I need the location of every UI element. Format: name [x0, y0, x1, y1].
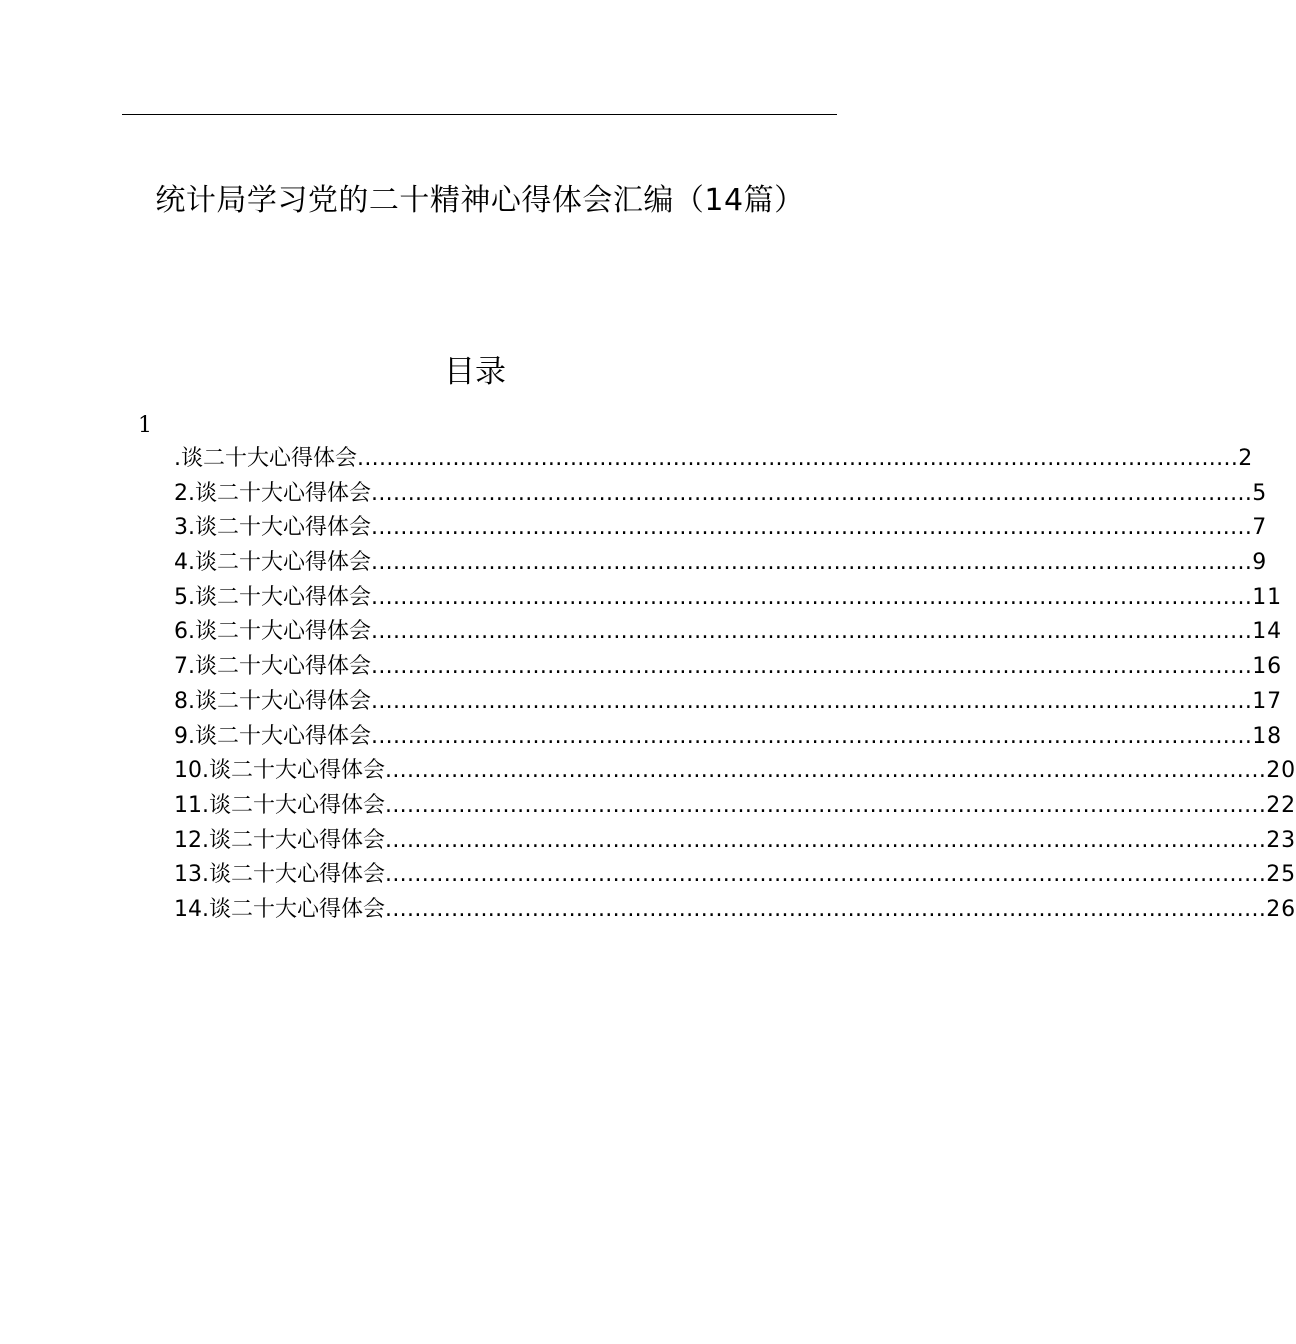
toc-dot-leader: ........................................................................................................................ [385, 827, 1267, 853]
toc-entry-8[interactable] [174, 685, 1283, 720]
toc-heading: 目录 [444, 354, 506, 390]
toc-entry-label: 5.谈二十大心得体会 [174, 584, 371, 610]
toc-entry-4[interactable] [174, 546, 1268, 581]
toc-dot-leader: ........................................................................................................................ [371, 584, 1253, 610]
toc-entry-6[interactable] [174, 615, 1283, 650]
toc-entry-12[interactable] [174, 824, 1296, 859]
toc-entry-label: 7.谈二十大心得体会 [174, 654, 371, 680]
toc-dot-leader: ........................................................................................................................ [385, 792, 1267, 818]
toc-page-number: 17 [1252, 688, 1283, 714]
toc-entry-10[interactable] [174, 754, 1296, 789]
toc-entry-3[interactable] [174, 511, 1268, 546]
toc-page-number: 2 [1238, 446, 1254, 471]
toc-dot-leader: ........................................................................................................................ [371, 619, 1253, 645]
toc-page-number: 23 [1266, 827, 1296, 853]
toc-entry-7[interactable] [174, 650, 1283, 685]
toc-dot-leader: ........................................................................................................................ [385, 758, 1267, 784]
toc-page-number: 22 [1266, 792, 1296, 818]
toc-page-number: 16 [1252, 654, 1283, 680]
toc-entry-label: 10.谈二十大心得体会 [174, 758, 385, 784]
toc-first-entry-number: 1 [138, 413, 152, 438]
toc-page-number: 14 [1252, 619, 1283, 645]
toc-page-number: 11 [1252, 584, 1283, 610]
toc-page-number: 18 [1252, 723, 1283, 749]
toc-page-number: 25 [1266, 862, 1296, 888]
toc-dot-leader: ........................................................................................................................ [371, 515, 1253, 541]
toc-dot-leader: ........................................................................................................................ [385, 896, 1267, 922]
document-title: 统计局学习党的二十精神心得体会汇编（14篇） [155, 183, 805, 218]
toc-dot-leader: ........................................................................................................................ [371, 654, 1253, 680]
toc-page-number: 26 [1266, 896, 1296, 922]
toc-entry-label: 9.谈二十大心得体会 [174, 723, 371, 749]
toc-entry-label: 6.谈二十大心得体会 [174, 619, 371, 645]
toc-dot-leader: ........................................................................................................................ [371, 480, 1253, 506]
toc-entry-1[interactable] [174, 442, 1254, 477]
toc-dot-leader: ........................................................................................................................ [371, 723, 1253, 749]
toc-page-number: 9 [1252, 550, 1268, 576]
toc-entry-label: 12.谈二十大心得体会 [174, 827, 385, 853]
toc-page-number: 7 [1252, 515, 1268, 541]
toc-entry-label: 14.谈二十大心得体会 [174, 896, 385, 922]
header-rule [122, 114, 837, 115]
toc-entry-label: 3.谈二十大心得体会 [174, 515, 371, 541]
toc-dot-leader: ........................................................................................................................ [385, 862, 1267, 888]
toc-entry-13[interactable] [174, 858, 1296, 893]
toc-entry-label: .谈二十大心得体会 [174, 446, 357, 471]
toc-page-number: 5 [1252, 480, 1268, 506]
toc-entry-9[interactable] [174, 720, 1283, 755]
toc-dot-leader: ........................................................................................................................ [371, 550, 1253, 576]
toc-entry-label: 2.谈二十大心得体会 [174, 480, 371, 506]
toc-entry-5[interactable] [174, 581, 1283, 616]
toc-entry-label: 13.谈二十大心得体会 [174, 862, 385, 888]
toc-entry-label: 11.谈二十大心得体会 [174, 792, 385, 818]
table-of-contents [174, 442, 1296, 928]
toc-page-number: 20 [1266, 758, 1296, 784]
toc-entry-label: 4.谈二十大心得体会 [174, 550, 371, 576]
toc-entry-label: 8.谈二十大心得体会 [174, 688, 371, 714]
toc-dot-leader: ........................................................................................................................ [371, 688, 1253, 714]
toc-entry-2[interactable] [174, 477, 1268, 512]
toc-dot-leader: ........................................................................................................................ [357, 446, 1239, 471]
toc-entry-11[interactable] [174, 789, 1296, 824]
toc-entry-14[interactable] [174, 893, 1296, 928]
